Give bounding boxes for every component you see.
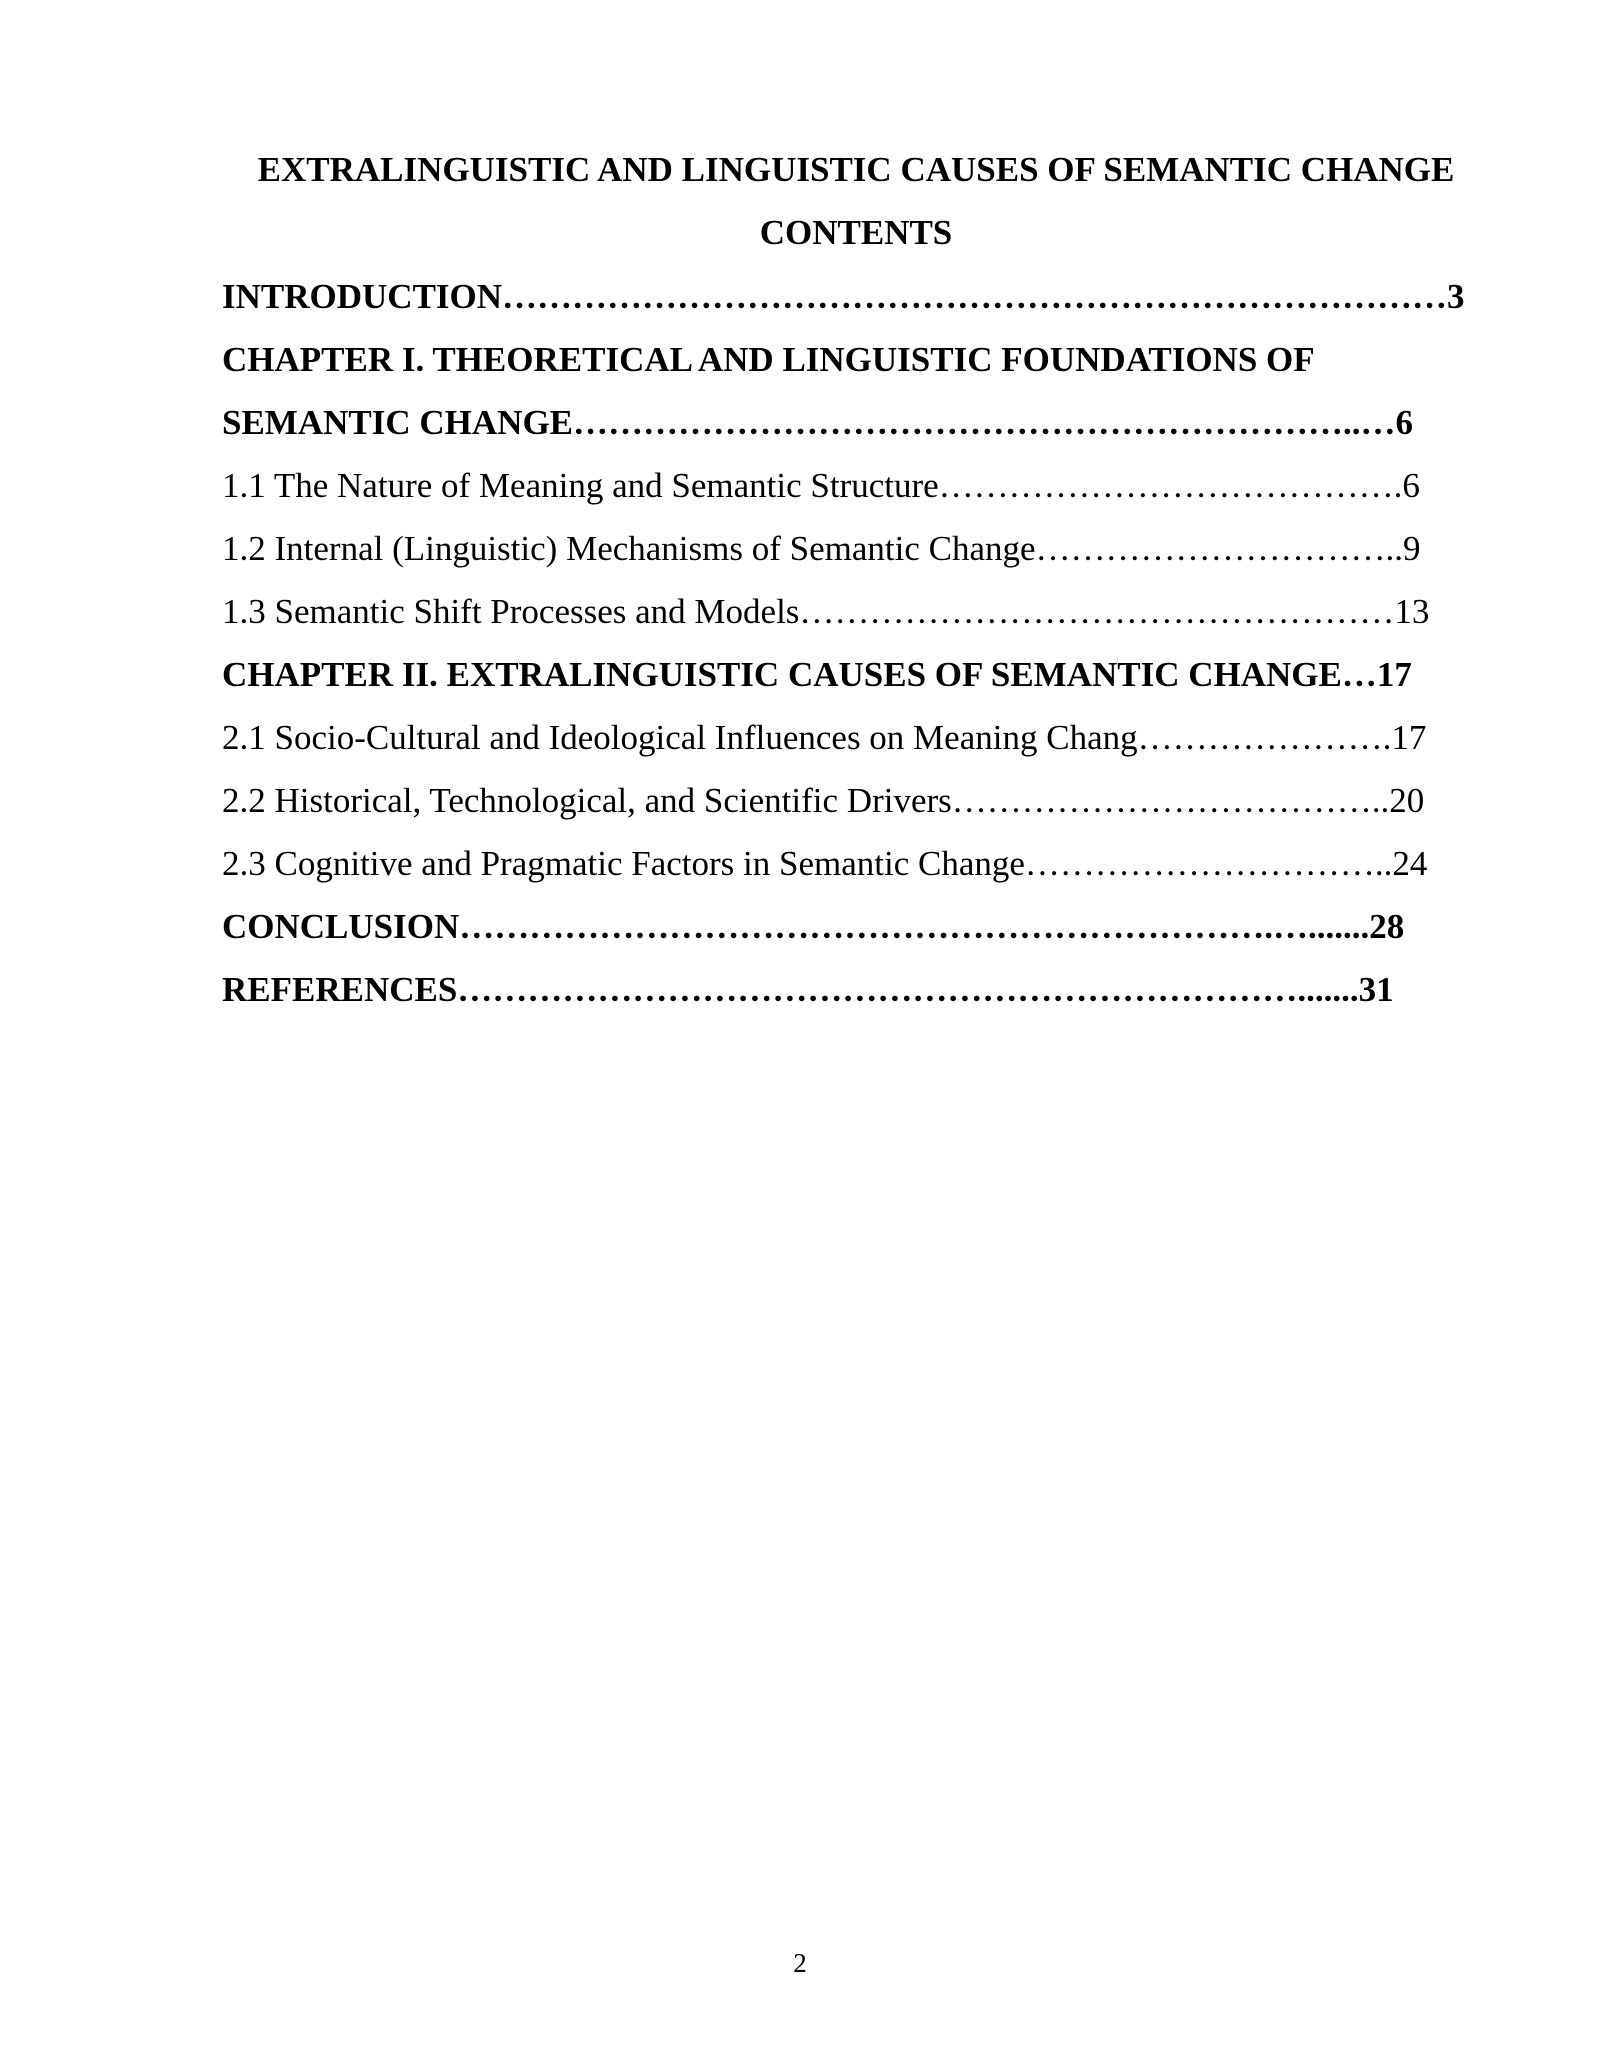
- toc-entry: CONCLUSION…………………………………………………………….….......28: [222, 907, 1405, 946]
- contents-heading: CONTENTS: [759, 213, 953, 252]
- toc-entry: REFERENCES……………………………………………………………….......31: [222, 970, 1394, 1009]
- page-number: 2: [793, 1948, 807, 1978]
- document-title: EXTRALINGUISTIC AND LINGUISTIC CAUSES OF SEMANTIC CHANGE: [257, 150, 1455, 189]
- toc-entry: 2.1 Socio-Cultural and Ideological Influences on Meaning Chang………………….17: [222, 718, 1427, 757]
- toc-entry: CHAPTER II. EXTRALINGUISTIC CAUSES OF SEMANTIC CHANGE…17: [222, 655, 1412, 694]
- toc-entry: CHAPTER I. THEORETICAL AND LINGUISTIC FOUNDATIONS OF: [222, 340, 1315, 379]
- toc-entry: 2.2 Historical, Technological, and Scientific Drivers………………………………..20: [222, 781, 1425, 820]
- table-of-contents: [222, 265, 1490, 1021]
- toc-entry: SEMANTIC CHANGE…………………………………………………………..…6: [222, 403, 1414, 442]
- toc-entry: 1.3 Semantic Shift Processes and Models……………………………………………13: [222, 592, 1430, 631]
- toc-entry: 1.2 Internal (Linguistic) Mechanisms of Semantic Change…………………………..9: [222, 529, 1421, 568]
- toc-entry: INTRODUCTION………………………………………………………………………3: [222, 277, 1465, 316]
- toc-entry: 2.3 Cognitive and Pragmatic Factors in Semantic Change…………………………..24: [222, 844, 1428, 883]
- toc-entry: 1.1 The Nature of Meaning and Semantic Structure………………………………….6: [222, 466, 1420, 505]
